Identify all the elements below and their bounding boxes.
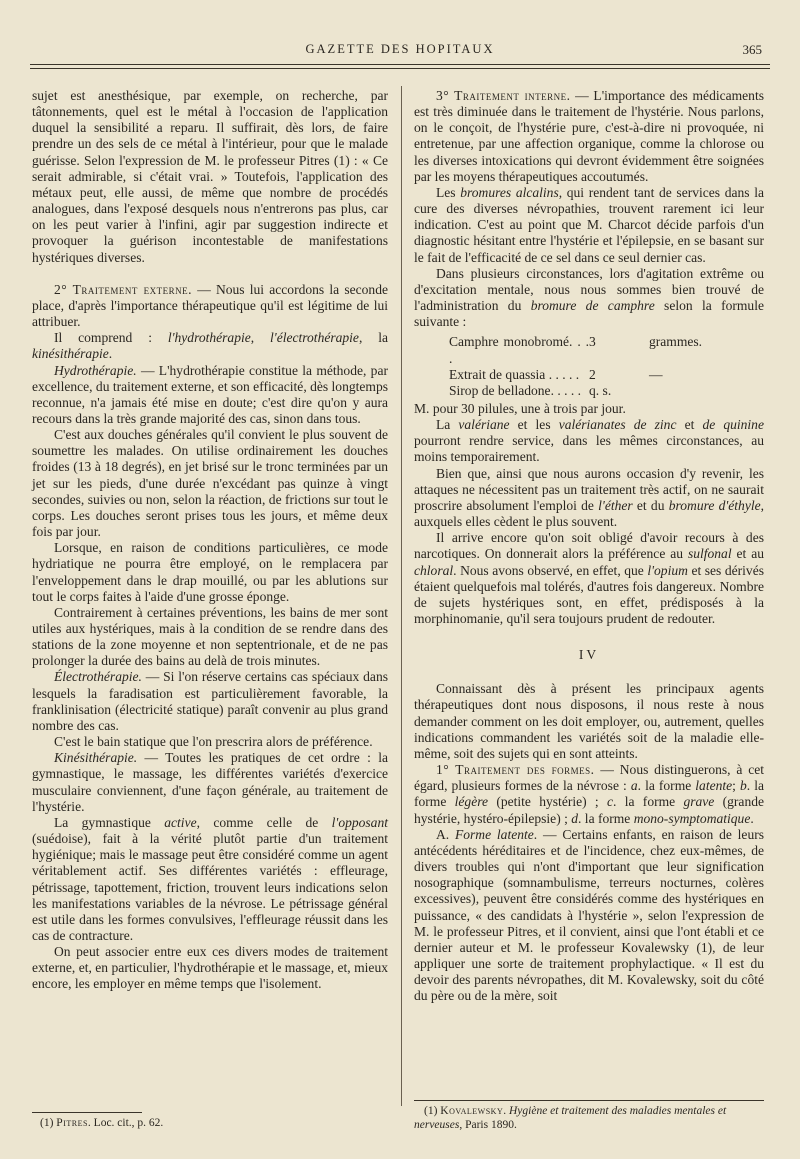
italic-term: active <box>164 814 197 830</box>
text: . — Certains enfants, en raison de leurs antécédents héréditaires et de l'incidence, chez eux-mêmes, de divers troubles qui n'ont d'important que leur signification nosographique (somnambulisme, terreurs nocturnes, colères excessives), peuvent être considérés comme des hystériques en puissance, « des candidats à l'hystérie », selon l'expression de M. le professeur Pitres, et il convient, ainsi que l'ont établi et ce dernier auteur et M. le professeur Kovalewsky (1), de leur appliquer une sorte de traitement prophylactique. « Il est du devoir des parents névropathes, dit M. Kovalewsky, soit du côté du père ou de la mère, soit <box>414 826 765 1004</box>
italic-term: b <box>740 778 747 794</box>
text: Bien que, ainsi que nous aurons occasion d'y revenir, les attaques ne nécessitent pas un traitement très actif, on ne saurait proscrire absolument l'emploi de <box>414 465 764 513</box>
text: et <box>676 417 703 433</box>
paragraph: Connaissant dès à présent les principaux agents thérapeutiques dont nous disposons, il nous reste à nous demander comment on les doit employer, ou, autrement, quelles indications commandent les variétés soit de la maladie elle-même, soit des sujets qui en sont atteints. <box>414 681 764 761</box>
text: et ses dérivés étaient quelquefois mal tolérés, d'autres fois dangereux. Nombre de sujets hystériques sont, en effet, prédisposés à la morphinomanie, qu'il sera toujours prudent de redouter. <box>414 562 764 626</box>
text: (grande hystérie, hystéro-épilepsie) ; <box>414 794 765 826</box>
author-name: Kovalewsky <box>440 1105 504 1117</box>
page-number: 365 <box>742 42 762 57</box>
text: (suédoise), fait à la vérité plutôt partie d'un traitement hygiénique; mais le massage peut être considéré comme un agent véritablement actif. Ses différentes variétés : effleurage, pétrissage, tapottement, friction, trouvent leurs indications selon les manifestations variables de la névrose. Le pétrissage général est utile dans les formes convulsives, l'effleurage réussit dans les cas de contracture. <box>32 831 388 943</box>
subheading: Hydrothérapie. <box>54 362 137 378</box>
formula-row <box>449 383 764 399</box>
footnote <box>40 1116 163 1130</box>
text: selon la formule suivante : <box>414 298 764 330</box>
italic-term: bromures alcalins <box>460 184 559 200</box>
italic-term: l'opposant <box>331 814 388 830</box>
text: , <box>250 330 271 346</box>
text: — Nous distinguerons, à cet égard, plusieurs formes de la névrose : <box>414 762 764 794</box>
footnote-rule <box>32 1112 142 1113</box>
text: (petite hystérie) ; <box>488 794 608 810</box>
italic-term: c <box>607 794 614 810</box>
paragraph-text: — Si l'on réserve certains cas spéciaux dans lesquels la faradisation est particulièrement favorable, la franklinisation (électricité statique) paraît convenir au plus grand nombre des cas. <box>32 669 388 733</box>
italic-term: l'hydrothérapie <box>167 330 251 346</box>
text: et les <box>509 417 559 433</box>
paragraph: Contrairement à certaines préventions, les bains de mer sont utiles aux hystériques, mais à la condition de se rendre dans des stations de la zone moyenne et non septentrionale, et de ne pas prolonger la durée des bains au delà de trois minutes. <box>32 604 388 669</box>
subheading: Électrothérapie. <box>54 669 142 685</box>
italic-term: de quinine <box>702 417 764 433</box>
text: La <box>436 417 459 433</box>
section-heading: 3° Traitement interne. <box>436 88 571 103</box>
text: ; <box>732 778 740 794</box>
right-column <box>414 88 764 1004</box>
text: et au <box>731 546 764 562</box>
paragraph <box>414 530 764 627</box>
prescription-formula <box>449 334 764 399</box>
italic-term: a <box>630 778 638 794</box>
paragraph-text: — Nous lui accordons la seconde place, d'après l'importance thérapeutique qu'il est légitime de lui attribuer. <box>32 281 388 330</box>
header-rule <box>30 64 770 65</box>
paragraph <box>32 750 388 815</box>
paragraph <box>32 282 388 330</box>
italic-term: valérianates de zinc <box>558 417 677 433</box>
formula-instructions: M. pour 30 pilules, une à trois par jour. <box>414 400 626 416</box>
text: et du <box>632 497 669 513</box>
text: Dans plusieurs circonstances, lors d'agitation extrême ou d'excitation mentale, nous nous sommes bien trouvé de l'administration du <box>414 265 764 314</box>
ingredient: Extrait de quassia . . . . . <box>449 366 580 382</box>
italic-term: latente <box>695 778 733 794</box>
italic-term: Forme latente <box>454 826 534 842</box>
text: , la <box>358 330 388 346</box>
running-header <box>30 42 770 62</box>
paragraph <box>414 466 764 531</box>
ingredient: Sirop de belladone. . . . . <box>449 382 582 398</box>
italic-term: bromure de camphre <box>530 298 655 314</box>
text: . la forme <box>613 794 684 810</box>
italic-term: légère <box>454 794 489 810</box>
italic-term: l'éther <box>598 497 633 513</box>
italic-term: valériane <box>458 417 510 433</box>
ingredient: Camphre monobromé. . . . <box>449 334 589 366</box>
paragraph <box>32 330 388 362</box>
quantity: q. s. <box>589 382 612 398</box>
paragraph-text: — L'importance des médicaments est très diminuée dans le traitement de l'hystérie. Nous parlons, on le conçoit, de l'hystérie pure, c'est-à-dire ni provoquée, ni entretenue, par une affection organique, comme la chlorose ou les diverses intoxications qui devront évidemment être soignées par les moyens thérapeutiques accoutumés. <box>414 88 764 184</box>
italic-term: mono-symptomatique <box>633 810 751 826</box>
quantity: 2 <box>589 366 596 382</box>
text: , qui rendent tant de services dans la cure des diverses névropathies, trouvent rarement ici leur indication. C'est au point que M. Charcot décide parfois d'un diagnostic hésitant entre l'hystérie et l'épilepsie, en se basant sur le fait de l'efficacité de ce sel dans ce seul dernier cas. <box>414 184 764 265</box>
paragraph <box>32 669 388 734</box>
paragraph <box>414 185 764 266</box>
paragraph <box>414 266 764 331</box>
paragraph <box>414 827 764 1005</box>
text: Les <box>436 184 461 200</box>
left-column <box>32 88 388 993</box>
text: , Paris 1890. <box>459 1119 517 1131</box>
text: . <box>108 346 113 362</box>
italic-term: kinésithérapie <box>32 346 109 362</box>
header-rule-thin <box>30 68 770 69</box>
italic-term: bromure d'éthyle <box>668 497 761 513</box>
footnote-rule <box>414 1100 764 1101</box>
text: , comme celle de <box>196 814 332 830</box>
text: . Nous avons observé, en effet, que <box>453 562 648 578</box>
journal-title: GAZETTE DES HOPITAUX <box>305 42 495 56</box>
column-divider <box>401 86 402 1106</box>
quantity: 3 <box>589 334 596 350</box>
text: , auxquels elles cèdent le plus souvent. <box>414 497 765 530</box>
text: pourront rendre service, dans les mêmes circonstances, au moins temporairement. <box>414 433 764 465</box>
paragraph: C'est aux douches générales qu'il convient le plus souvent de soumettre les malades. On utilise ordinairement les douches froides (13 à 18 degrés), en jet brisé sur le tronc terminées par un jet sur les pieds, d'une durée n'excédant pas quinze à vingt secondes, suivies ou non, selon la réaction, de frictions sur tout le corps. Les douches seront prises tous les jours, et même deux fois par jour. <box>32 427 388 540</box>
footnote <box>414 1104 764 1132</box>
text: (1) <box>40 1117 57 1129</box>
paragraph <box>32 363 388 428</box>
text: A. <box>436 826 455 842</box>
text: . <box>750 810 754 826</box>
paragraph-text: — Toutes les pratiques de cet ordre : la gymnastique, le massage, les différentes variétés d'exercice musculaire conviennent, d'une façon générale, au traitement de l'hystérie. <box>32 750 388 814</box>
unit: — <box>649 366 663 382</box>
unit: grammes. <box>649 334 703 350</box>
author-name: Pitres <box>56 1117 88 1129</box>
paragraph: C'est le bain statique que l'on prescrira alors de préférence. <box>54 734 373 750</box>
formula-row <box>449 334 764 366</box>
italic-term: d <box>571 810 579 826</box>
paragraph: On peut associer entre eux ces divers modes de traitement externe, et, en particulier, l'hydrothérapie et le massage, et, mieux encore, les employer en même temps que l'isolement. <box>32 944 388 992</box>
paragraph: Lorsque, en raison de conditions particulières, ce mode hydriatique ne pourra être employé, on le remplacera par l'enveloppement dans le drap mouillé, ou par les ablutions sur tout le corps faites à l'aide d'une grosse éponge. <box>32 540 388 604</box>
italic-term: chloral <box>414 562 454 578</box>
text: . la forme <box>578 810 634 826</box>
text: Il arrive encore qu'on soit obligé d'avoir recours à des narcotiques. On donnerait alors la préférence au <box>414 530 764 562</box>
section-heading: 2° Traitement externe. <box>54 281 192 297</box>
text: . la forme <box>414 778 764 810</box>
text: (1) <box>424 1105 441 1117</box>
subheading: Kinésithérapie. <box>54 750 138 766</box>
italic-term: sulfonal <box>687 546 732 562</box>
section-number: IV <box>578 647 600 663</box>
section-heading: 1° Traitement des formes. <box>436 762 595 778</box>
italic-term: l'électrothérapie <box>270 330 359 346</box>
paragraph <box>414 88 764 185</box>
text: . la forme <box>637 778 696 794</box>
paragraph <box>414 417 764 465</box>
text: . Loc. cit., p. 62. <box>87 1117 164 1129</box>
formula-row <box>449 367 764 383</box>
paragraph-text: — L'hydrothérapie constitue la méthode, par excellence, du traitement externe, et son efficacité, dès longtemps reconnue, n'a jamais été mise en doute; c'est dire qu'on y aura recours dans la très grande majorité des cas, sinon dans tous. <box>32 362 388 426</box>
italic-term: l'opium <box>647 562 688 578</box>
paragraph: sujet est anesthésique, par exemple, on recherche, par tâtonnements, quel est le métal à l'occasion de l'application duquel la sensibilité a reparu. Il suffirait, dès lors, de faire prendre un des sels de ce métal à l'intérieur, pour que le malade guérisse. Selon l'expression de M. le professeur Pitres (1) : « Ce serait admirable, si c'était vrai. » Toutefois, l'application des métaux peut, elle aussi, de même que nombre de procédés analogues, dans l'exposé desquels nous n'entrerons pas plus, car on les peut varier à l'infini, agir par suggestion indirecte et provoquer la guérison incontestable de manifestations hystériques diverses. <box>32 88 388 265</box>
book-title: Hygiène et traitement des maladies mentales et nerveuses <box>414 1105 727 1131</box>
italic-term: grave <box>683 794 715 810</box>
paragraph <box>414 762 764 827</box>
text: La gymnastique <box>54 814 165 830</box>
text: . <box>503 1105 509 1117</box>
text: Il comprend : <box>54 330 168 346</box>
paragraph <box>32 815 388 944</box>
